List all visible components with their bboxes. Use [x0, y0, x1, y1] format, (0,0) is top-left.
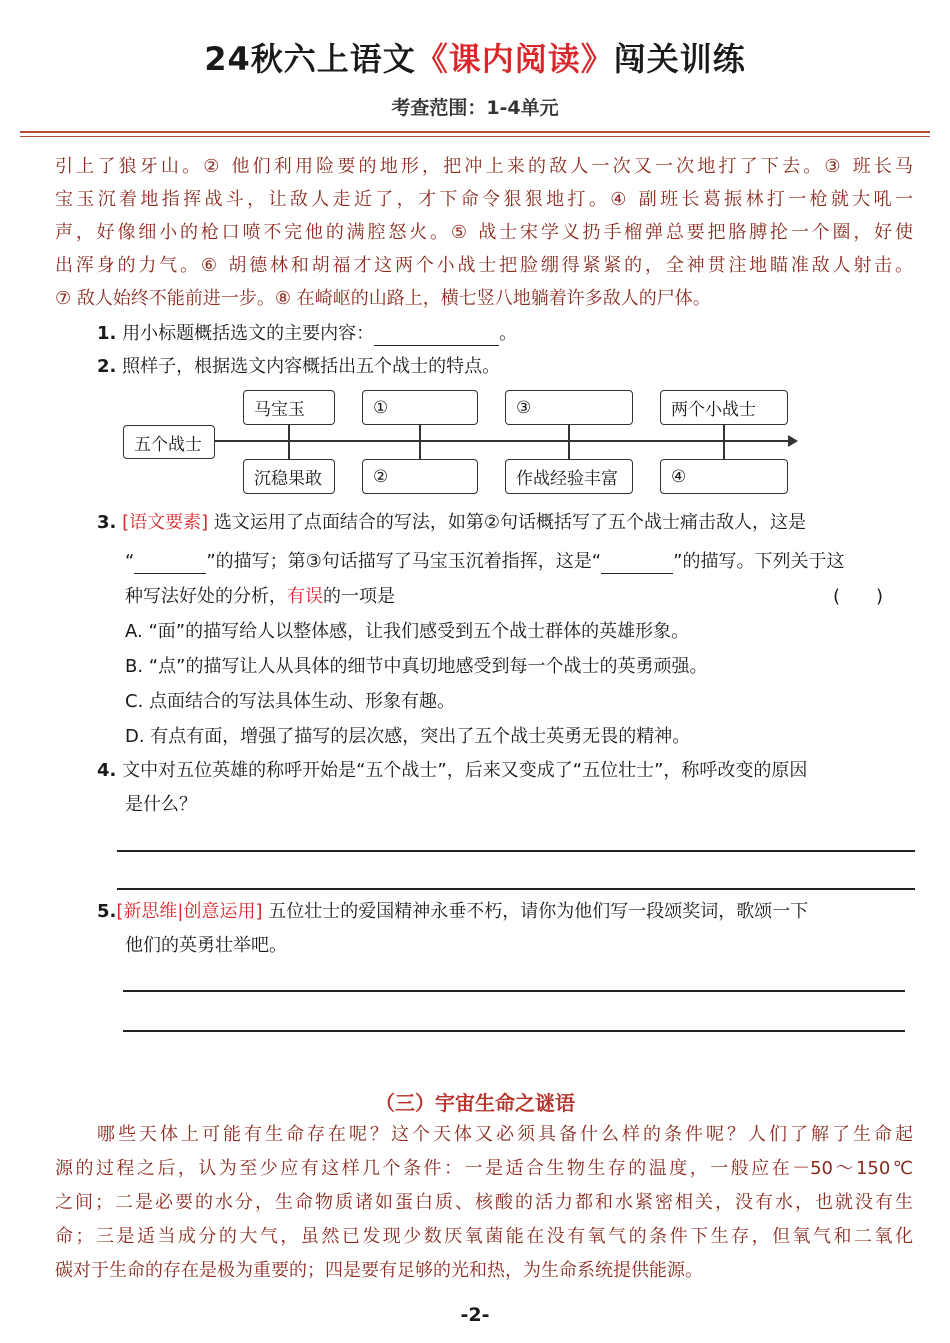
divider — [20, 136, 930, 137]
passage-line: 碳对于生命的存在是极为重要的；四是要有足够的光和热，为生命系统提供能源。 — [55, 1260, 703, 1281]
connector — [288, 424, 290, 459]
question-text: ”的描写。下列关于这 — [673, 551, 845, 572]
option-c[interactable]: C. 点面结合的写法具体生动、形象有趣。 — [125, 691, 456, 712]
passage-line: 声，好像细小的枪口喷不完他的满腔怒火。⑤ 战士宋学义扔手榴弹总要把胳膊抡一个圈，好使 — [55, 222, 913, 243]
trait-box: 作战经验丰富 — [505, 459, 633, 494]
question-text: 选文运用了点面结合的写法，如第②句话概括写了五个战士痛击敌人，这是 — [213, 512, 807, 533]
name-box: 马宝玉 — [243, 390, 335, 425]
question-5 — [97, 900, 808, 924]
question-text: 五位壮士的爱国精神永垂不朽，请你为他们写一段颂奖词，歌颂一下 — [268, 901, 809, 922]
passage-line: 哪些天体上可能有生命存在呢？这个天体又必须具备什么样的条件呢？人们了解了生命起 — [55, 1124, 913, 1145]
passage-line: 之间；二是必要的水分，生命物质诸如蛋白质、核酸的活力都和水紧密相关，没有水，也就没有生 — [55, 1192, 913, 1213]
answer-parentheses[interactable]: ( ) — [833, 586, 884, 607]
connector — [723, 424, 725, 459]
answer-line[interactable] — [117, 850, 915, 852]
question-number: 2. — [97, 356, 117, 377]
answer-blank[interactable] — [601, 555, 673, 574]
title-highlight: 《课内阅读》 — [415, 40, 614, 78]
question-4-line: 是什么？ — [125, 794, 197, 815]
arrow-icon — [788, 435, 798, 447]
passage-line: 宝玉沉着地指挥战斗，让敌人走近了，才下命令狠狠地打。④ 副班长葛振林打一枪就大吼一 — [55, 189, 913, 210]
punct: 。 — [499, 323, 518, 344]
title-suffix: 闯关训练 — [613, 40, 746, 78]
passage-line: 命；三是适当成分的大气，虽然已发现少数厌氧菌能在没有氧气的条件下生存，但氧气和二氧化 — [55, 1226, 913, 1247]
answer-box[interactable]: ① — [362, 390, 478, 425]
answer-box[interactable]: ② — [362, 459, 478, 494]
question-text: 种写法好处的分析， — [125, 586, 287, 607]
answer-box[interactable]: ④ — [660, 459, 788, 494]
question-number: 4. — [97, 760, 117, 781]
page-number: -2- — [460, 1304, 490, 1326]
option-d[interactable]: D. 有点有面，增强了描写的层次感，突出了五个战士英勇无畏的精神。 — [125, 726, 691, 747]
option-a[interactable]: A. “面”的描写给人以整体感，让我们感受到五个战士群体的英雄形象。 — [125, 621, 690, 642]
emphasis: 有误 — [287, 586, 323, 607]
page-title — [0, 34, 950, 80]
passage-line: ⑦ 敌人始终不能前进一步。⑧ 在崎岖的山路上，横七竖八地躺着许多敌人的尸体。 — [55, 288, 711, 309]
question-text: 的一项是 — [323, 586, 395, 607]
question-text: 照样子，根据选文内容概括出五个战士的特点。 — [122, 356, 501, 377]
quote: “ — [125, 551, 135, 572]
question-text: 用小标题概括选文的主要内容： — [122, 323, 375, 344]
passage-line: 出浑身的力气。⑥ 胡德林和胡福才这两个小战士把脸绷得紧紧的，全神贯注地瞄准敌人射击。 — [55, 255, 913, 276]
question-4 — [97, 759, 807, 783]
connector — [419, 424, 421, 459]
question-number: 5. — [97, 901, 117, 922]
root-box: 五个战士 — [123, 425, 215, 459]
question-5-line: 他们的英勇壮举吧。 — [125, 935, 287, 956]
section-heading: （三）宇宙生命之谜语 — [375, 1091, 575, 1115]
answer-line[interactable] — [123, 990, 905, 992]
question-text: 文中对五位英雄的称呼开始是“五个战士”，后来又变成了“五位壮士”，称呼改变的原因 — [122, 760, 808, 781]
question-3-line — [125, 585, 395, 609]
answer-blank[interactable] — [374, 327, 499, 346]
name-box: 两个小战士 — [660, 390, 788, 425]
subtitle: 考查范围：1-4单元 — [391, 97, 559, 119]
answer-line[interactable] — [123, 1030, 905, 1032]
option-b[interactable]: B. “点”的描写让人从具体的细节中真切地感受到每一个战士的英勇顽强。 — [125, 656, 708, 677]
passage-line: 源的过程之后，认为至少应有这样几个条件：一是适合生物生存的温度，一般应在－50～150℃ — [55, 1158, 913, 1179]
divider — [20, 131, 930, 133]
question-3-line — [125, 550, 844, 574]
question-text: ”的描写；第③句话描写了马宝玉沉着指挥，这是“ — [206, 551, 602, 572]
timeline-line — [215, 440, 790, 442]
question-2 — [97, 355, 500, 379]
question-number: 1. — [97, 323, 117, 344]
question-1 — [97, 322, 517, 346]
answer-box[interactable]: ③ — [505, 390, 633, 425]
question-3 — [97, 511, 806, 535]
title-prefix: 24秋六上语文 — [204, 40, 416, 78]
passage-line: 引上了狼牙山。② 他们利用险要的地形，把冲上来的敌人一次又一次地打了下去。③ 班长马 — [55, 156, 913, 177]
answer-line[interactable] — [117, 888, 915, 890]
connector — [568, 424, 570, 459]
question-tag: [语文要素] — [122, 512, 209, 533]
answer-blank[interactable] — [134, 555, 206, 574]
trait-box: 沉稳果敢 — [243, 459, 335, 494]
question-number: 3. — [97, 512, 117, 533]
question-tag: [新思维|创意运用] — [116, 901, 263, 922]
